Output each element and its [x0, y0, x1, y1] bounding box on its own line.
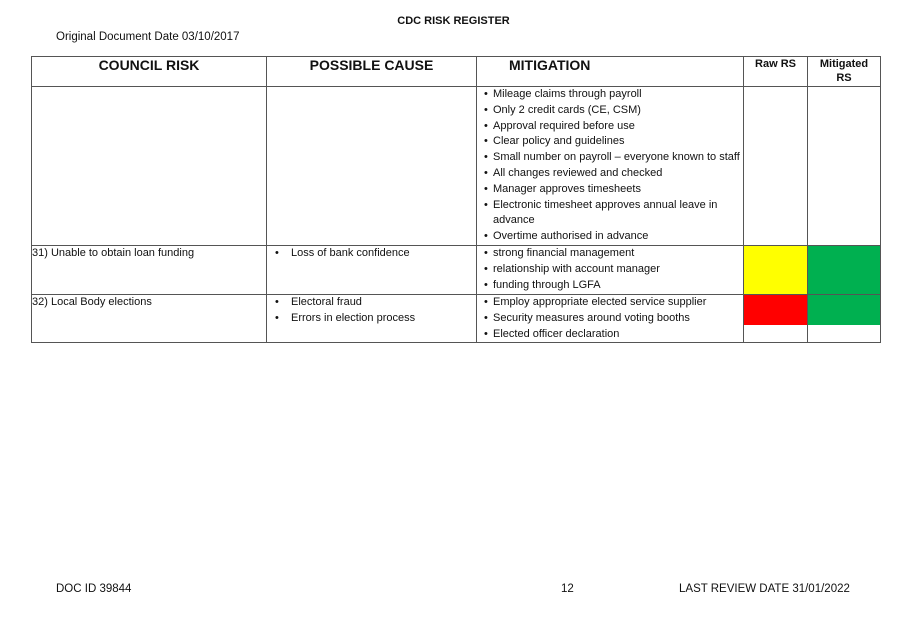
mitigation-item: • All changes reviewed and checked [477, 166, 743, 182]
mitigation-item: • funding through LGFA [477, 278, 743, 294]
mitigation-item: • Clear policy and guidelines [477, 134, 743, 150]
raw-rs-cell [744, 294, 808, 342]
possible-cause-cell [267, 87, 477, 246]
mitigation-item: • Small number on payroll – everyone known to staff [477, 150, 743, 166]
column-header-possible-cause: POSSIBLE CAUSE [267, 57, 477, 87]
raw-risk-score-fill [744, 246, 807, 294]
raw-risk-score-fill [744, 295, 807, 325]
mitigation-cell [477, 294, 744, 342]
mitigation-item: • Employ appropriate elected service supplier [477, 295, 743, 311]
mitigated-rs-label-line1: Mitigated [819, 58, 869, 70]
table-row [32, 294, 881, 342]
possible-cause-cell [267, 294, 477, 342]
column-header-mitigated-rs [808, 57, 881, 87]
table-row [32, 87, 881, 246]
footer-page-number: 12 [561, 583, 574, 595]
document-title: CDC RISK REGISTER [397, 15, 510, 27]
mitigated-risk-score-fill [808, 246, 880, 294]
mitigation-item: • strong financial management [477, 246, 743, 262]
council-risk-cell: 31) Unable to obtain loan funding [32, 245, 267, 294]
table-header-row [32, 57, 881, 87]
mitigation-item: • Overtime authorised in advance [477, 229, 743, 245]
mitigation-item: • Approval required before use [477, 119, 743, 135]
possible-cause-cell [267, 245, 477, 294]
mitigated-rs-cell [808, 294, 881, 342]
footer-doc-id: DOC ID 39844 [56, 583, 132, 595]
column-header-mitigation: MITIGATION [477, 57, 744, 87]
mitigation-item: • Elected officer declaration [477, 327, 743, 343]
mitigation-item: • Manager approves timesheets [477, 182, 743, 198]
raw-rs-cell [744, 245, 808, 294]
column-header-council-risk: COUNCIL RISK [32, 57, 267, 87]
table-row [32, 245, 881, 294]
footer-last-review-date: LAST REVIEW DATE 31/01/2022 [679, 583, 850, 595]
mitigation-cell [477, 245, 744, 294]
cause-item: • Loss of bank confidence [267, 246, 476, 262]
mitigation-item: • Mileage claims through payroll [477, 87, 743, 103]
council-risk-cell: 32) Local Body elections [32, 294, 267, 342]
mitigated-rs-cell [808, 87, 881, 246]
mitigation-item: • Security measures around voting booths [477, 311, 743, 327]
risk-register-table [31, 56, 881, 343]
mitigated-rs-label-line2: RS [836, 72, 852, 84]
mitigated-rs-cell [808, 245, 881, 294]
raw-rs-cell [744, 87, 808, 246]
mitigation-cell [477, 87, 744, 246]
column-header-raw-rs: Raw RS [744, 57, 808, 87]
council-risk-cell [32, 87, 267, 246]
mitigation-item: • Only 2 credit cards (CE, CSM) [477, 103, 743, 119]
mitigated-risk-score-fill [808, 295, 880, 325]
cause-item: • Errors in election process [267, 311, 476, 327]
mitigation-item: • relationship with account manager [477, 262, 743, 278]
mitigation-item: • Electronic timesheet approves annual leave in advance [477, 198, 743, 230]
cause-item: • Electoral fraud [267, 295, 476, 311]
original-document-date: Original Document Date 03/10/2017 [56, 31, 240, 43]
